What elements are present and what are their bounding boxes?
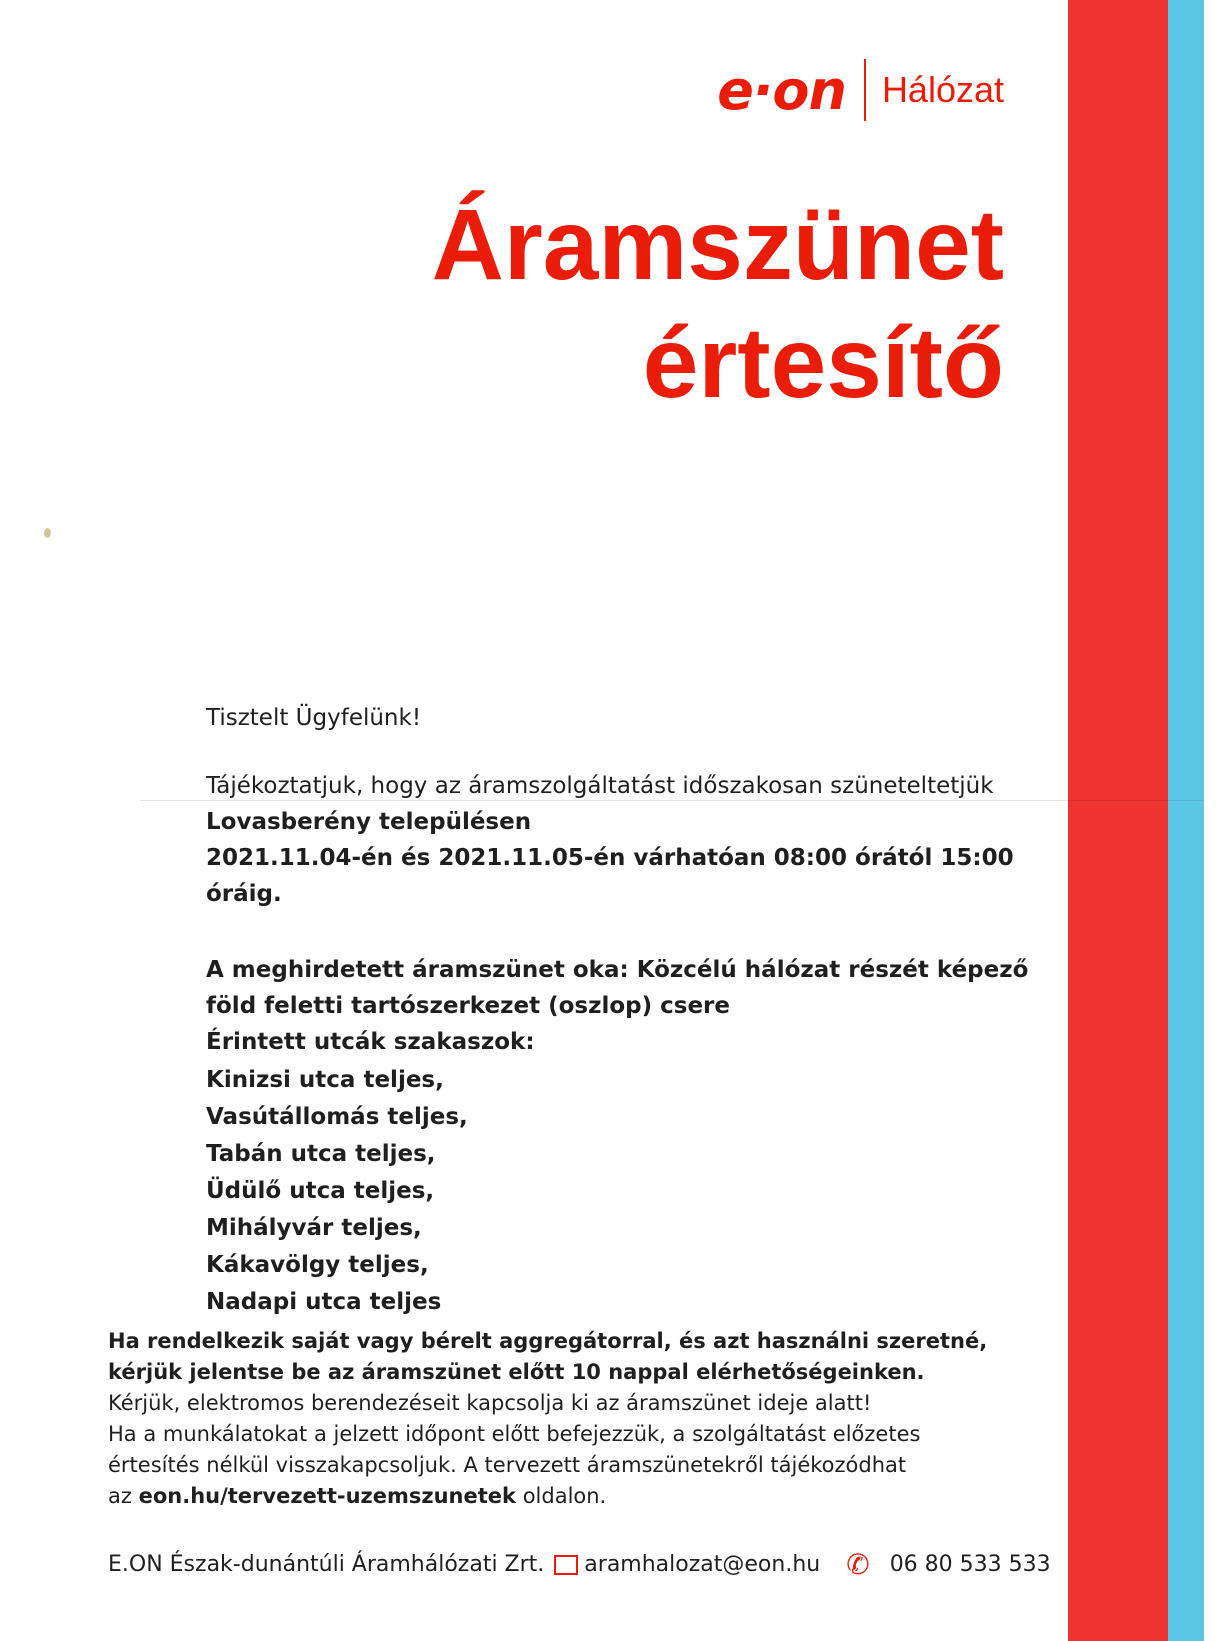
affected-streets-list: [206, 1062, 468, 1321]
street-item: Mihályvár teljes,: [206, 1215, 422, 1241]
switch-off-request: Kérjük, elektromos berendezéseit kapcsolja ki az áramszünet ideje alatt!: [108, 1391, 872, 1415]
generator-notice: Ha rendelkezik saját vagy bérelt aggregátorral, és azt használni szeretné, kérjük jelentse be az áramszünet előtt 10 nappal elérhetőségeinken.: [108, 1329, 988, 1384]
outage-location: Lovasberény településen: [206, 809, 532, 835]
title-line-1: Áramszünet: [431, 189, 1004, 301]
customer-notice: [108, 1326, 988, 1512]
affected-streets-heading: Érintett utcák szakaszok:: [206, 1029, 535, 1055]
paper-speck: [44, 528, 51, 538]
eon-logo-mark: e·on: [717, 58, 846, 122]
company-name: E.ON Észak-dunántúli Áramhálózati Zrt.: [108, 1552, 545, 1577]
early-finish-notice: [108, 1419, 988, 1512]
outage-intro: [206, 768, 1036, 912]
street-item: Kákavölgy teljes,: [206, 1252, 429, 1278]
red-side-stripe: [1068, 0, 1168, 1641]
notice-title: [432, 186, 1004, 422]
contact-phone[interactable]: 06 80 533 533: [889, 1552, 1051, 1577]
phone-icon: ✆: [846, 1548, 870, 1581]
street-item: Kinizsi utca teljes,: [206, 1067, 444, 1093]
eon-logo: [717, 58, 1004, 122]
outage-schedule: 2021.11.04-én és 2021.11.05-én várhatóan 08:00 órától 15:00 óráig.: [206, 845, 1014, 907]
page-edge: [1204, 0, 1216, 1641]
early-finish-text: Ha a munkálatokat a jelzett időpont előtt befejezzük, a szolgáltatást előzetes értesítés nélkül visszakapcsoljuk. A tervezett áramszünetekről tájékozódhat: [108, 1422, 921, 1477]
planned-outages-link[interactable]: eon.hu/tervezett-uzemszunetek: [138, 1484, 516, 1508]
footer-contacts: [108, 1550, 1051, 1580]
logo-subtitle: Hálózat: [881, 69, 1004, 110]
logo-divider: [864, 59, 866, 121]
link-suffix: oldalon.: [522, 1484, 607, 1508]
cause-text: A meghirdetett áramszünet oka: Közcélú hálózat részét képező föld feletti tartószerkezet (oszlop) csere: [206, 957, 1029, 1019]
street-item: Vasútállomás teljes,: [206, 1104, 468, 1130]
link-prefix: az: [108, 1484, 132, 1508]
title-line-2: értesítő: [642, 307, 1004, 419]
outage-cause: [206, 952, 1056, 1060]
intro-sentence: Tájékoztatjuk, hogy az áramszolgáltatást időszakosan szüneteltetjük: [206, 773, 994, 799]
mail-icon: [554, 1555, 578, 1575]
street-item: Tabán utca teljes,: [206, 1141, 436, 1167]
blue-side-stripe: [1168, 0, 1204, 1641]
street-item: Üdülő utca teljes,: [206, 1178, 435, 1204]
greeting: Tisztelt Ügyfelünk!: [206, 705, 422, 731]
contact-email[interactable]: aramhalozat@eon.hu: [584, 1552, 821, 1577]
street-item: Nadapi utca teljes: [206, 1289, 442, 1315]
